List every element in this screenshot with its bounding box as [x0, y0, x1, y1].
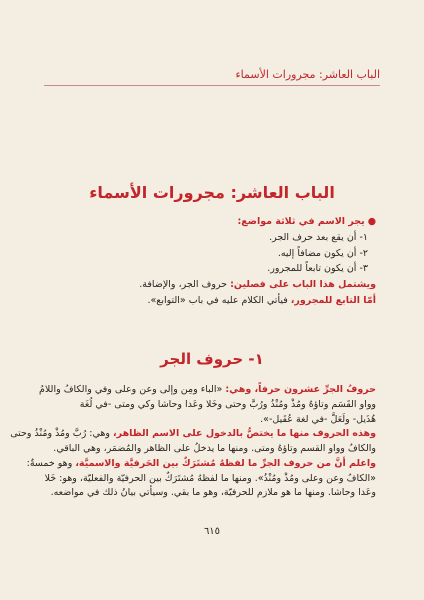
paragraph-line: وواو القَسَم وتاؤهُ ومُذْ ومُنْذُ ورُبَّ وحتى وخَلا وعَدا وحاشا وكي ومتى -في لُغَة — [79, 398, 376, 410]
scope-line — [54, 278, 376, 292]
list-item: ٣- أن يكون تابعاً للمجرور. — [267, 263, 368, 275]
paragraph-line — [26, 457, 376, 471]
intro-lead: يجر الاسم في ثلاثة مواضع: — [237, 216, 365, 227]
note-label: أمّا التابع للمجرور، — [290, 294, 376, 306]
paragraph-line: وعَدا وحاشا. ومنها ما هو ملازم للحرفيّة، وهو ما بقي. وسيأتي بيانُ ذلك في مواضعه. — [50, 487, 376, 499]
paragraph-line — [39, 383, 376, 397]
page-number: ٦١٥ — [203, 526, 221, 537]
note-line — [54, 294, 376, 308]
intro-block — [54, 215, 376, 310]
scope-text: حروف الجر، والإضافة. — [139, 279, 228, 291]
intro-lead-line — [54, 215, 376, 229]
p1-label: حروفُ الجرِّ عشرون حرفاً، وهي: — [225, 384, 376, 395]
running-header: الباب العاشر: مجرورات الأسماء — [44, 68, 380, 86]
p3-label: واعلم أنَّ من حروف الجرِّ ما لفظهُ مُشتَرَكٌ بين الحَرفيَّة والاسميَّة، — [75, 457, 376, 469]
list-item: ١- أن يقع بعد حرف الجر. — [269, 231, 368, 243]
note-text: فيأتي الكلام عليه في باب «التوابع». — [147, 294, 288, 306]
paragraph-line: «الكافُ وعن وعلى ومُذْ ومُنْذُ». ومنها ما لفظهُ مُشتَرَكٌ بين الحرفيّة والفعليّة، وهو: خَلا — [44, 472, 376, 484]
p1-text: «الباء ومِن وإلى وعن وعلى وفي والكافُ واللامُ — [39, 384, 223, 395]
paragraph-line — [10, 427, 376, 441]
p3-text: وهو خمسةٌ: — [26, 457, 73, 469]
section-body — [10, 383, 376, 501]
section-title: ١- حروف الجر — [160, 350, 264, 368]
paragraph-line: والكافُ وواو القسم وتاؤهُ ومتى. ومنها ما يدخلُ على الظاهر والمُضمَر، وهي الباقي. — [53, 443, 376, 455]
chapter-title: الباب العاشر: مجرورات الأسماء — [89, 183, 335, 202]
bullet-icon: ● — [367, 216, 376, 227]
paragraph-line: هُذَيل- ولَعَلَّ -في لغة عُقَيل-». — [260, 413, 376, 425]
list-item: ٢- أن يكون مضافاً إليه. — [277, 247, 368, 259]
p2-text: وهي: رُبَّ ومُذْ ومُنْذُ وحتى — [10, 428, 111, 440]
p2-label: وهذه الحروف منها ما يختصُّ بالدخول على الاسم الظاهر، — [113, 428, 376, 440]
scope-label: ويشتمل هذا الباب على فصلين: — [230, 279, 376, 291]
